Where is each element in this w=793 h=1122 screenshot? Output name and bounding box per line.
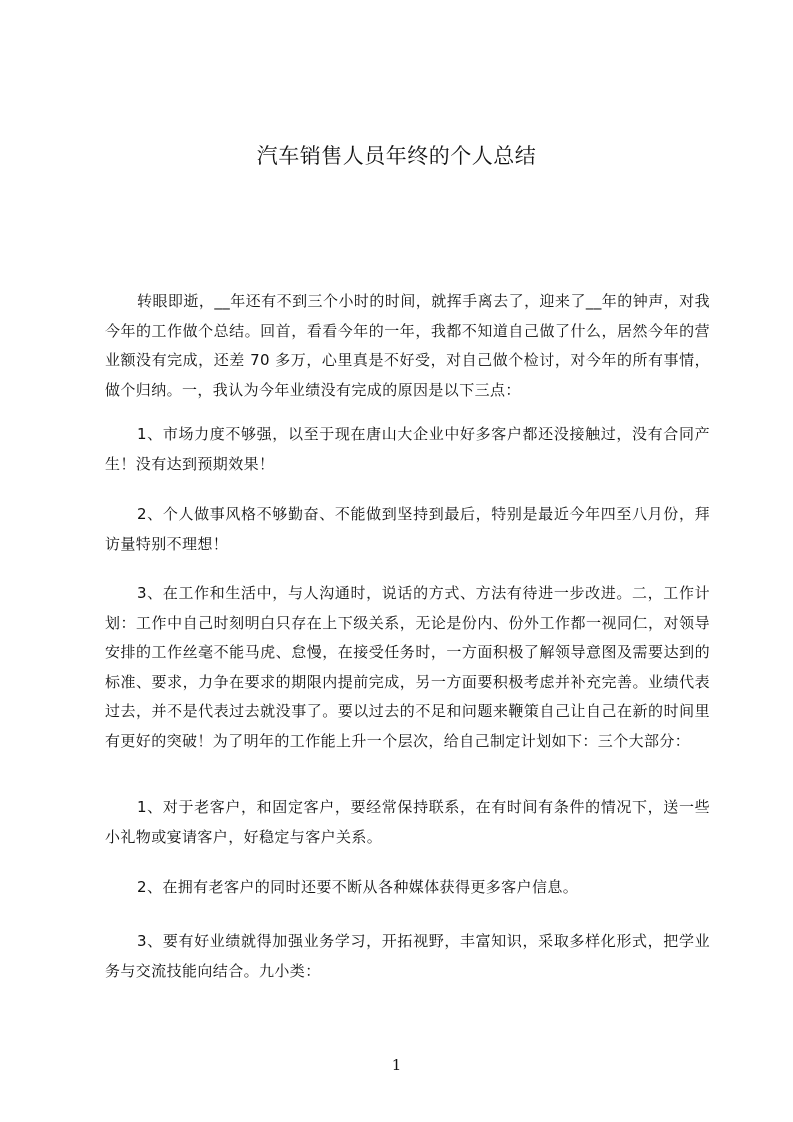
paragraph-text: 转眼即逝，__年还有不到三个小时的时间，就挥手离去了，迎来了__年的钟声，对我今年的工作做个总结。回首，看看今年的一年，我都不知道自己做了什么，居然今年的营业额没有完成，还差 70 多万，心里真是不好受，对自己做个检讨，对今年的所有事情，做个归纳。一，我认为今年业绩没有完成的原因是以下三点： [105,292,710,399]
paragraph-text: 2、在拥有老客户的同时还要不断从各种媒体获得更多客户信息。 [137,878,579,896]
paragraph-text: 3、在工作和生活中，与人沟通时，说话的方式、方法有待进一步改进。二，工作计划：工作中自己时刻明白只存在上下级关系，无论是份内、份外工作都一视同仁，对领导安排的工作丝毫不能马虎、怠慢，在接受任务时，一方面积极了解领导意图及需要达到的标准、要求，力争在要求的期限内提前完成，另一方面要积极考虑并补充完善。业绩代表过去，并不是代表过去就没事了。要以过去的不足和问题来鞭策自己让自己在新的时间里有更好的突破！为了明年的工作能上升一个层次，给自己制定计划如下：三个大部分： [105,584,710,750]
paragraph-text: 2、个人做事风格不够勤奋、不能做到坚持到最后，特别是最近今年四至八月份，拜访量特别不理想！ [105,505,710,553]
paragraph-plan-3 [105,927,710,986]
paragraph-text: 1、对于老客户，和固定客户，要经常保持联系，在有时间有条件的情况下，送一些小礼物或宴请客户，好稳定与客户关系。 [105,798,710,846]
paragraph-reason-1 [105,420,710,479]
paragraph-reason-2 [105,500,710,559]
paragraph-text: 3、要有好业绩就得加强业务学习，开拓视野，丰富知识，采取多样化形式，把学业务与交流技能向结合。九小类： [105,932,710,980]
paragraph-reason-3-plan [105,579,710,756]
page-number: 1 [391,1056,402,1074]
document-title: 汽车销售人员年终的个人总结 [256,144,537,168]
paragraph-plan-2 [105,873,710,903]
paragraph-text: 1、市场力度不够强，以至于现在唐山大企业中好多客户都还没接触过，没有合同产生！没有达到预期效果！ [105,425,710,473]
paragraph-intro [105,287,710,405]
paragraph-plan-1 [105,793,710,852]
